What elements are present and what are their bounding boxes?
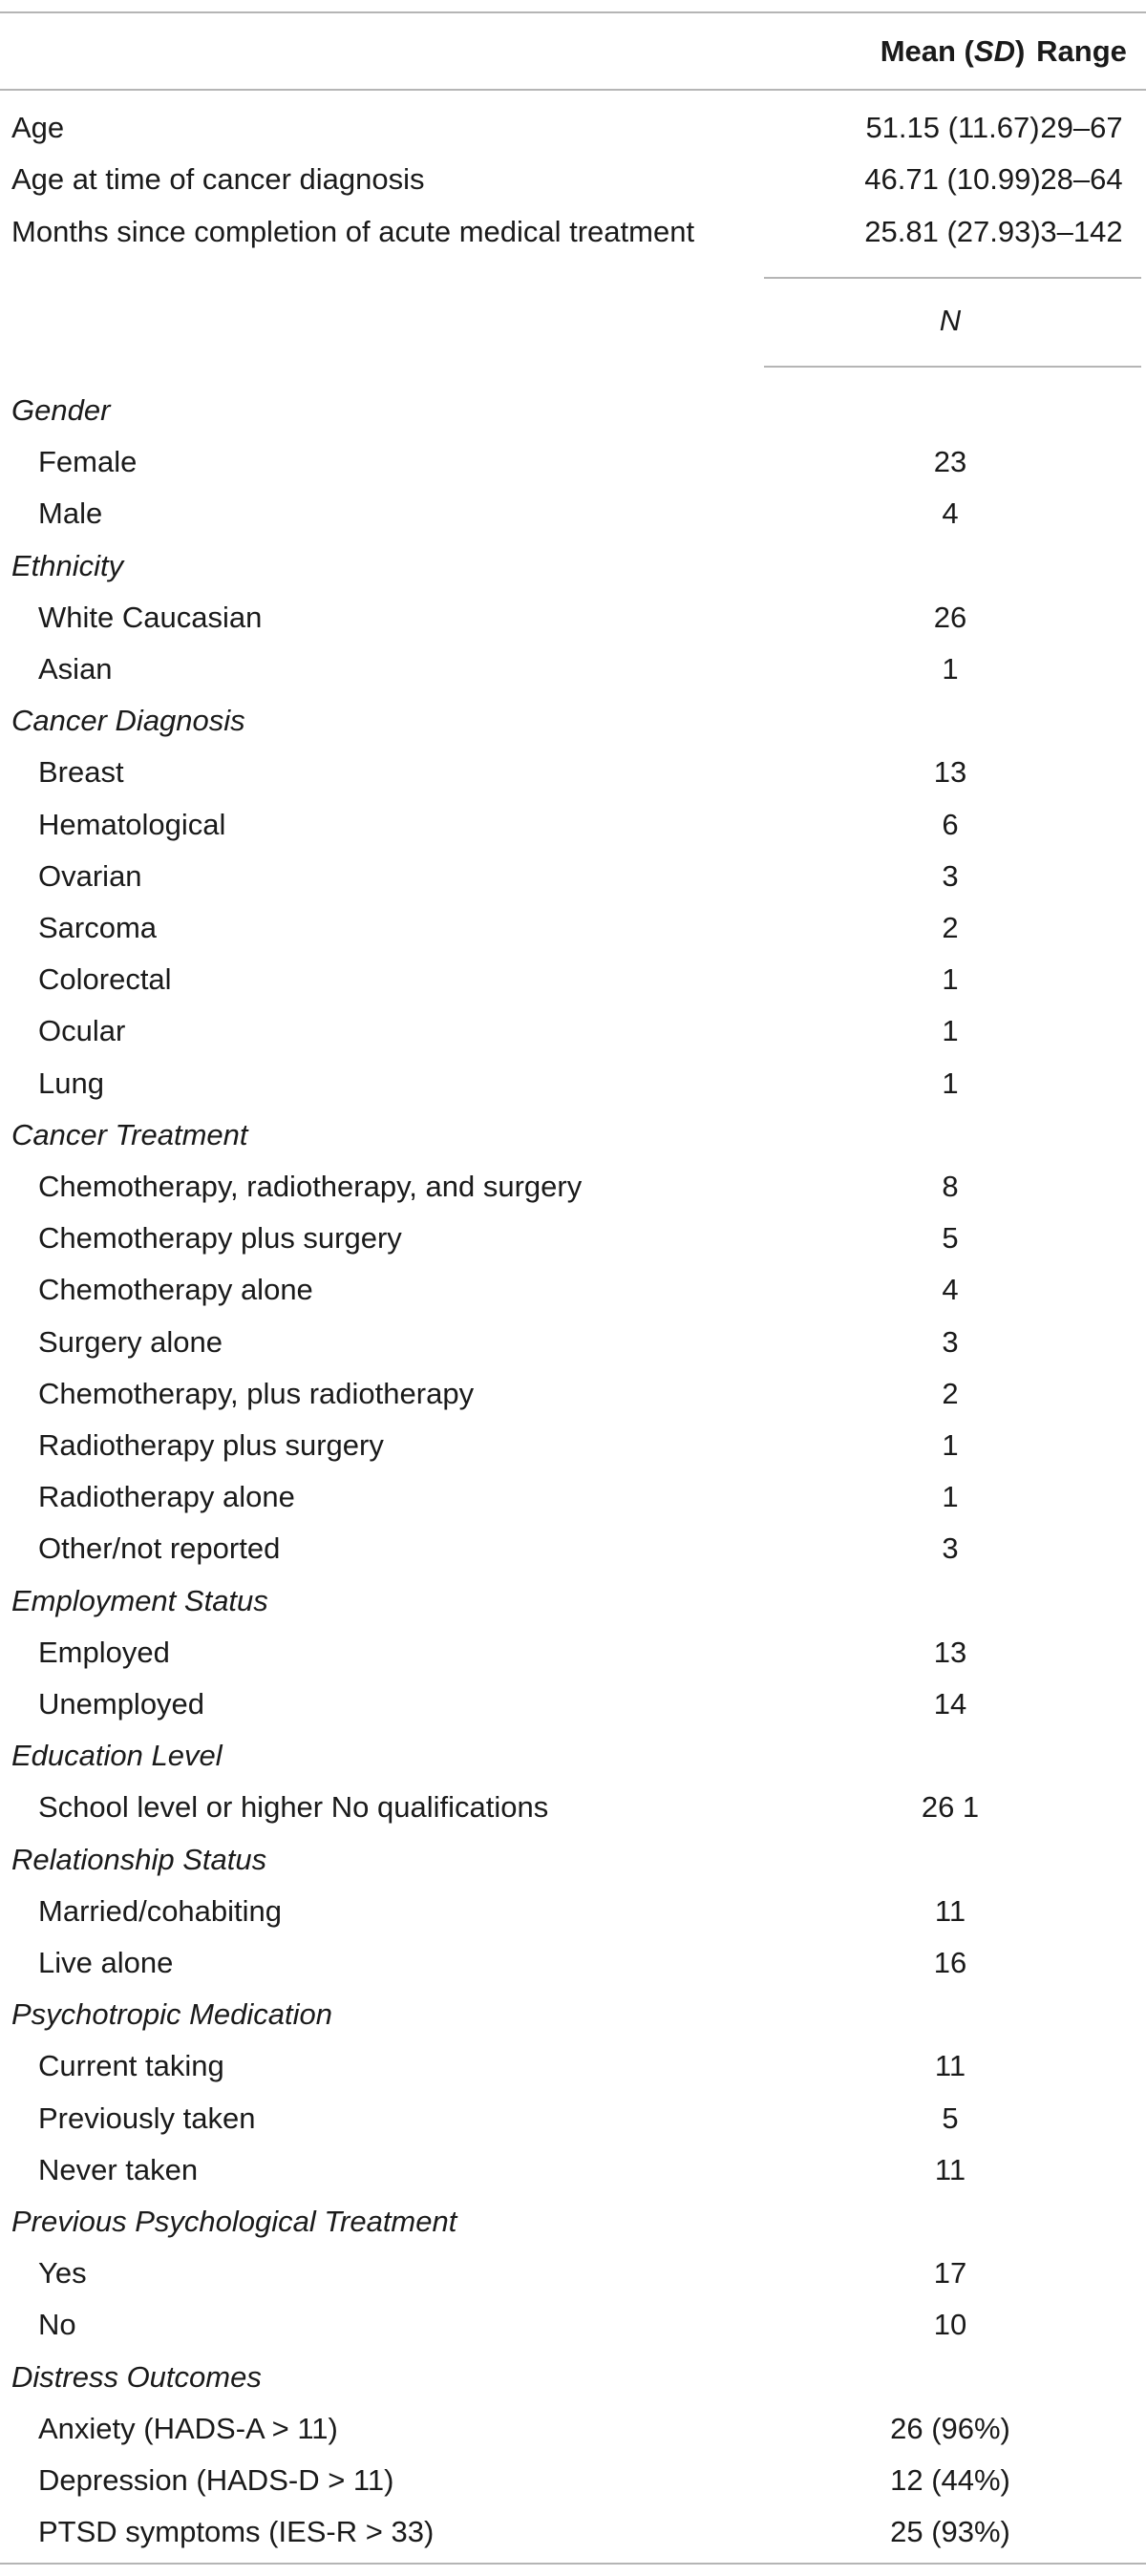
table-row xyxy=(0,1264,1146,1316)
row-n: 10 xyxy=(933,2308,967,2341)
n-header-row xyxy=(0,295,1146,347)
row-n: 3 xyxy=(942,859,959,893)
row-label: Radiotherapy plus surgery xyxy=(38,1428,384,1462)
section-header-row xyxy=(0,1730,1146,1782)
row-n: 3 xyxy=(942,1531,959,1565)
section-header-row xyxy=(0,2196,1146,2248)
section-title: Employment Status xyxy=(11,1584,268,1617)
table-row xyxy=(0,2248,1146,2299)
row-label: Surgery alone xyxy=(38,1325,223,1359)
row-n: 13 xyxy=(933,755,967,789)
row-n: 17 xyxy=(933,2256,967,2290)
row-label: Unemployed xyxy=(38,1687,205,1721)
header-rule xyxy=(0,89,1146,91)
row-n: 3 xyxy=(942,1325,959,1359)
row-label: Ovarian xyxy=(38,859,142,893)
row-range: 3–142 xyxy=(1040,215,1123,248)
row-n: 25 (93%) xyxy=(890,2515,1010,2548)
table-row xyxy=(0,902,1146,954)
section-header-row xyxy=(0,1109,1146,1161)
row-label: Chemotherapy, plus radiotherapy xyxy=(38,1377,475,1410)
row-n: 1 xyxy=(942,1066,959,1100)
row-n: 2 xyxy=(942,911,959,944)
row-mean-sd: 25.81 (27.93) xyxy=(864,215,1041,248)
section-header-row xyxy=(0,385,1146,436)
table-row xyxy=(0,1005,1146,1057)
row-n: 5 xyxy=(942,1221,959,1255)
table-row xyxy=(0,436,1146,488)
row-n: 4 xyxy=(942,496,959,530)
section-title: Relationship Status xyxy=(11,1843,267,1876)
row-n: 1 xyxy=(942,1428,959,1462)
row-label: Colorectal xyxy=(38,962,172,996)
row-label: Sarcoma xyxy=(38,911,158,944)
row-label: Current taking xyxy=(38,2049,224,2082)
table-row xyxy=(0,1782,1146,1833)
header-row xyxy=(0,26,1146,77)
row-n: 8 xyxy=(942,1170,959,1203)
row-label: Depression (HADS-D > 11) xyxy=(38,2463,394,2497)
section-title: Cancer Treatment xyxy=(11,1118,248,1151)
table-row xyxy=(0,1886,1146,1937)
row-n: 5 xyxy=(942,2101,959,2135)
row-label: Hematological xyxy=(38,808,226,841)
section-title: Ethnicity xyxy=(11,549,124,582)
row-label: Married/cohabiting xyxy=(38,1894,283,1928)
row-label: School level or higher No qualifications xyxy=(38,1790,549,1824)
row-label: Chemotherapy alone xyxy=(38,1273,313,1306)
row-n: 1 xyxy=(942,1480,959,1513)
row-n: 4 xyxy=(942,1273,959,1306)
table-row xyxy=(0,1420,1146,1471)
row-label: Age xyxy=(11,111,65,144)
table-row xyxy=(0,1368,1146,1420)
row-n: 23 xyxy=(933,445,967,478)
section-header-row xyxy=(0,1834,1146,1886)
row-label: Chemotherapy plus surgery xyxy=(38,1221,402,1255)
table-row xyxy=(0,1679,1146,1730)
row-label: Lung xyxy=(38,1066,104,1100)
row-n: 11 xyxy=(934,1894,966,1928)
row-n: 14 xyxy=(933,1687,967,1721)
row-n: 11 xyxy=(934,2049,966,2082)
header-mean-sd: Mean (SD) xyxy=(880,34,1026,68)
row-label: Anxiety (HADS-A > 11) xyxy=(38,2412,338,2445)
row-n: 26 xyxy=(933,601,967,634)
row-label: Breast xyxy=(38,755,124,789)
row-label: Radiotherapy alone xyxy=(38,1480,295,1513)
table-row xyxy=(0,1317,1146,1368)
section-header-row xyxy=(0,540,1146,592)
row-label: Yes xyxy=(38,2256,87,2290)
table-row xyxy=(0,1523,1146,1574)
row-n: 26 (96%) xyxy=(890,2412,1010,2445)
row-label: Chemotherapy, radiotherapy, and surgery xyxy=(38,1170,583,1203)
section-header-row xyxy=(0,1989,1146,2040)
table-row xyxy=(0,488,1146,539)
row-label: PTSD symptoms (IES-R > 33) xyxy=(38,2515,435,2548)
n-top-rule xyxy=(764,277,1141,279)
section-header-row xyxy=(0,2352,1146,2403)
row-label: Other/not reported xyxy=(38,1531,281,1565)
row-label: Female xyxy=(38,445,138,478)
table-row xyxy=(0,592,1146,644)
section-header-row xyxy=(0,695,1146,747)
top-rule xyxy=(0,11,1146,13)
header-range: Range xyxy=(1036,34,1127,68)
row-mean-sd: 46.71 (10.99) xyxy=(864,162,1041,196)
table-row xyxy=(0,1161,1146,1213)
row-n: 12 (44%) xyxy=(890,2463,1010,2497)
row-label: Age at time of cancer diagnosis xyxy=(11,162,425,196)
row-label: Live alone xyxy=(38,1946,174,1979)
continuous-row xyxy=(0,154,1146,205)
table-row xyxy=(0,644,1146,695)
table-row xyxy=(0,747,1146,798)
row-range: 29–67 xyxy=(1040,111,1123,144)
table-row xyxy=(0,1058,1146,1109)
row-n: 2 xyxy=(942,1377,959,1410)
row-n: 11 xyxy=(934,2153,966,2186)
table-row xyxy=(0,954,1146,1005)
table-row xyxy=(0,2506,1146,2558)
section-title: Distress Outcomes xyxy=(11,2360,262,2394)
n-bottom-rule xyxy=(764,366,1141,368)
section-title: Education Level xyxy=(11,1739,223,1772)
header-n: N xyxy=(939,304,962,337)
table-row xyxy=(0,1213,1146,1264)
table-row xyxy=(0,2455,1146,2506)
row-n: 26 1 xyxy=(921,1790,980,1824)
table-row xyxy=(0,799,1146,851)
table-row xyxy=(0,1471,1146,1523)
table-row xyxy=(0,2040,1146,2092)
row-label: Employed xyxy=(38,1636,170,1669)
row-n: 13 xyxy=(933,1636,967,1669)
row-n: 6 xyxy=(942,808,959,841)
table-row xyxy=(0,1627,1146,1679)
row-label: Male xyxy=(38,496,103,530)
table-row xyxy=(0,851,1146,902)
row-n: 16 xyxy=(933,1946,967,1979)
row-label: Previously taken xyxy=(38,2101,256,2135)
row-n: 1 xyxy=(942,1014,959,1047)
section-title: Psychotropic Medication xyxy=(11,1997,332,2031)
section-header-row xyxy=(0,1575,1146,1627)
table-row xyxy=(0,2299,1146,2351)
section-title: Previous Psychological Treatment xyxy=(11,2205,457,2238)
row-label: Months since completion of acute medical treatment xyxy=(11,215,695,248)
table-row xyxy=(0,2144,1146,2196)
bottom-rule xyxy=(0,2563,1146,2565)
row-label: Ocular xyxy=(38,1014,126,1047)
row-n: 1 xyxy=(942,962,959,996)
row-label: Asian xyxy=(38,652,113,686)
row-label: Never taken xyxy=(38,2153,199,2186)
table-row xyxy=(0,2093,1146,2144)
row-range: 28–64 xyxy=(1040,162,1123,196)
row-n: 1 xyxy=(942,652,959,686)
continuous-row xyxy=(0,102,1146,154)
continuous-row xyxy=(0,206,1146,258)
row-label: No xyxy=(38,2308,76,2341)
table-row xyxy=(0,1937,1146,1989)
section-title: Gender xyxy=(11,393,111,427)
row-mean-sd: 51.15 (11.67) xyxy=(865,111,1040,144)
section-title: Cancer Diagnosis xyxy=(11,704,245,737)
row-label: White Caucasian xyxy=(38,601,263,634)
table-row xyxy=(0,2403,1146,2455)
